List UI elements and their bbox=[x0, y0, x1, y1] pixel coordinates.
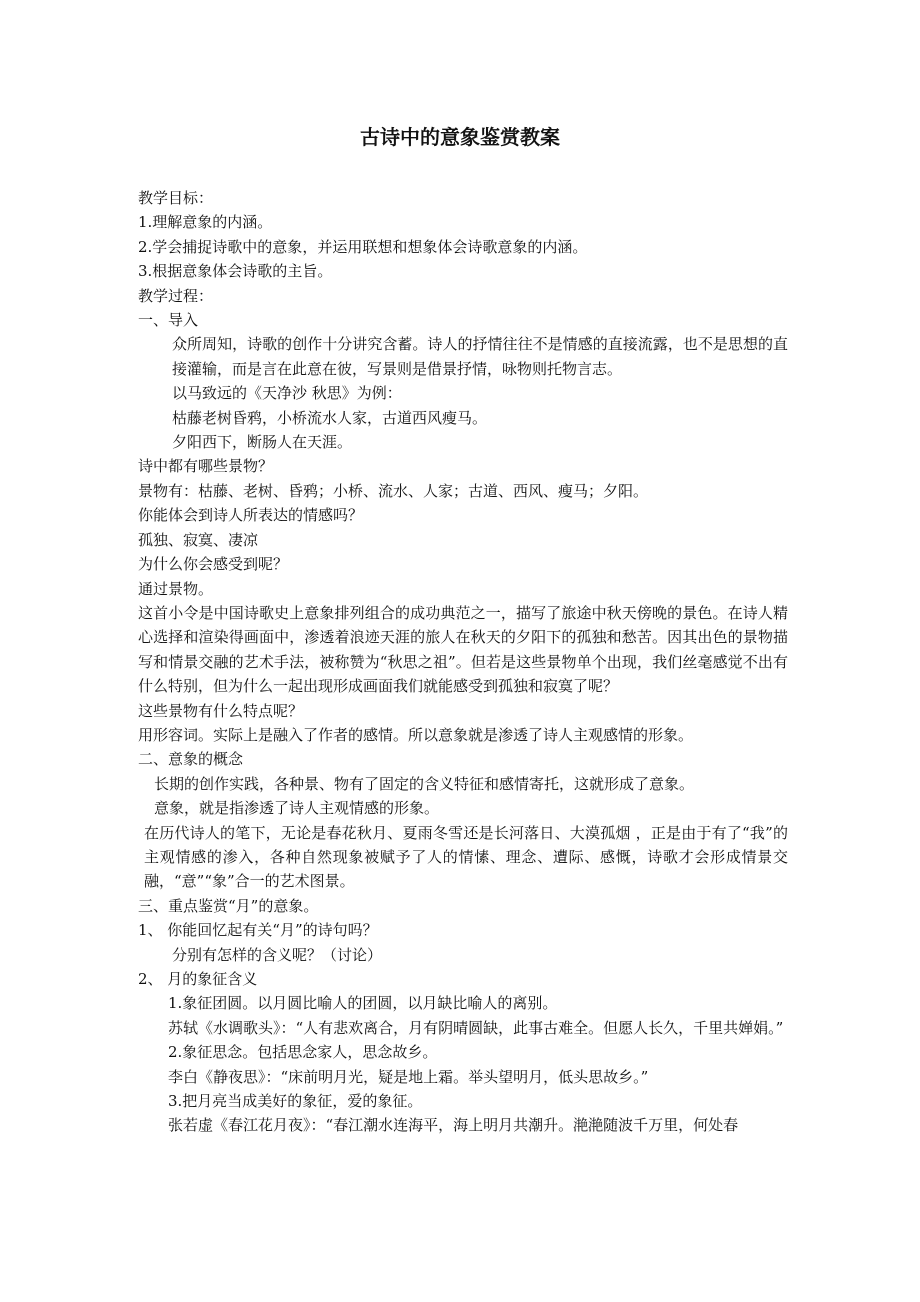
quote: 张若虚《春江花月夜》：“春江潮水连海平，海上明月共潮升。滟滟随波千万里，何处春 bbox=[168, 1116, 739, 1135]
paragraph: 这首小令是中国诗歌史上意象排列组合的成功典范之一，描写了旅途中秋天傍晚的景色。在诗人精心选择和渲染得画面中，渗透着浪迹天涯的旅人在秋天的夕阳下的孤独和愁苦。因其出色的景物描写和情景交融的艺术手法，被称赞为“秋思之祖”。但若是这些景物单个出现，我们丝毫感觉不出有什么特别，但为什么一起出现形成画面我们就能感受到孤独和寂寞了呢？ bbox=[138, 603, 788, 696]
objective-item: 3.根据意象体会诗歌的主旨。 bbox=[138, 262, 333, 281]
answer: 用形容词。实际上是融入了作者的感情。所以意象就是渗透了诗人主观感情的形象。 bbox=[138, 725, 694, 744]
question: 为什么你会感受到呢？ bbox=[138, 555, 289, 574]
section-heading: 三、重点鉴赏“月”的意象。 bbox=[138, 896, 319, 915]
paragraph: 在历代诗人的笔下，无论是春花秋月、夏雨冬雪还是长河落日、大漠孤烟 ，正是由于有了“我”的主观情感的渗入，各种自然现象被赋予了人的情愫、理念、遭际、感慨，诗歌才会形成情景交融，“意”“象”合一的艺术图景。 bbox=[144, 823, 788, 891]
question: 你能体会到诗人所表达的情感吗？ bbox=[138, 506, 364, 525]
list-subitem: 3.把月亮当成美好的象征，爱的象征。 bbox=[168, 1092, 423, 1111]
paragraph: 长期的创作实践，各种景、物有了固定的含义特征和感情寄托，这就形成了意象。 bbox=[154, 774, 695, 793]
section-heading: 教学过程： bbox=[138, 286, 214, 305]
poem-line: 夕阳西下，断肠人在天涯。 bbox=[172, 433, 353, 452]
list-item: 1、 你能回忆起有关“月”的诗句吗？ bbox=[138, 921, 378, 940]
question: 诗中都有哪些景物？ bbox=[138, 457, 274, 476]
list-subitem: 分别有怎样的含义呢？（讨论） bbox=[172, 945, 383, 964]
section-heading: 一、导入 bbox=[138, 311, 199, 330]
paragraph: 以马致远的《天净沙 秋思》为例： bbox=[172, 384, 402, 403]
section-heading: 二、意象的概念 bbox=[138, 750, 244, 769]
answer: 孤独、寂寞、凄凉 bbox=[138, 530, 259, 549]
document-title: 古诗中的意象鉴赏教案 bbox=[360, 125, 560, 149]
quote: 苏轼《水调歌头》：“人有悲欢离合，月有阴晴圆缺，此事古难全。但愿人长久，千里共婵娟。” bbox=[168, 1018, 784, 1037]
objective-item: 2.学会捕捉诗歌中的意象，并运用联想和想象体会诗歌意象的内涵。 bbox=[138, 237, 588, 256]
paragraph: 意象，就是指渗透了诗人主观情感的形象。 bbox=[154, 799, 440, 818]
quote: 李白《静夜思》：“床前明月光，疑是地上霜。举头望明月，低头思故乡。” bbox=[168, 1067, 649, 1086]
list-subitem: 2.象征思念。包括思念家人，思念故乡。 bbox=[168, 1043, 438, 1062]
section-heading: 教学目标： bbox=[138, 189, 214, 207]
list-item: 2、 月的象征含义 bbox=[138, 970, 258, 988]
paragraph: 众所周知，诗歌的创作十分讲究含蓄。诗人的抒情往往不是情感的直接流露，也不是思想的直接灌输，而是言在此意在彼，写景则是借景抒情，咏物则托物言志。 bbox=[172, 335, 788, 378]
answer: 通过景物。 bbox=[138, 579, 214, 598]
objective-item: 1.理解意象的内涵。 bbox=[138, 213, 273, 232]
list-subitem: 1.象征团圆。以月圆比喻人的团圆，以月缺比喻人的离别。 bbox=[168, 994, 558, 1013]
question: 这些景物有什么特点呢？ bbox=[138, 701, 304, 720]
poem-line: 枯藤老树昏鸦，小桥流水人家，古道西风瘦马。 bbox=[172, 408, 488, 427]
document-body bbox=[138, 186, 788, 1138]
answer: 景物有：枯藤、老树、昏鸦；小桥、流水、人家；古道、西风、瘦马；夕阳。 bbox=[138, 481, 649, 500]
